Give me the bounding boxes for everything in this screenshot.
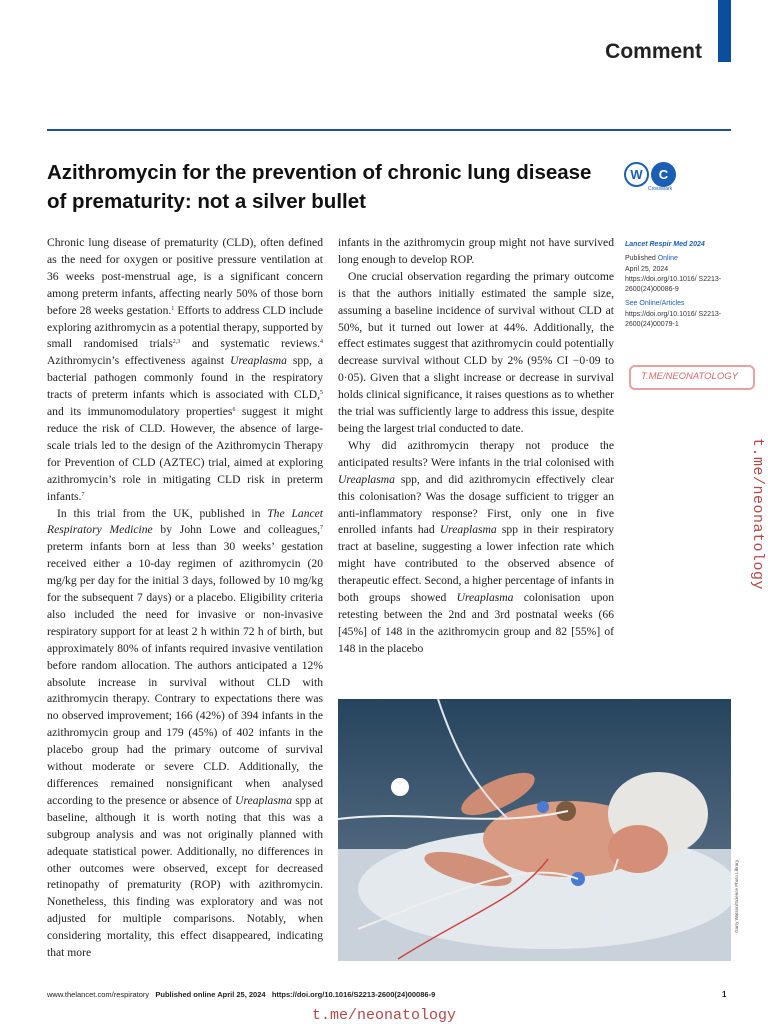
article-sidebar: Lancet Respir Med 2024 Published Online April 25, 2024 https://doi.org/10.1016/ S2213-2600(24)00086-9 See Online/Articles https://doi.org/10.1016/ S2213-2600(24)00079-1 [625, 240, 735, 334]
body-column-2 [338, 235, 614, 658]
section-color-bar [718, 0, 731, 62]
premature-infant-photo [338, 699, 731, 961]
reference-marker[interactable]: 7 [320, 525, 323, 532]
related-doi-link[interactable]: https://doi.org/10.1016/ S2213-2600(24)00079-1 [625, 310, 722, 329]
section-label: Comment [605, 40, 702, 63]
footer-site-link[interactable]: www.thelancet.com/respiratory [47, 990, 150, 999]
header-rule [47, 129, 731, 131]
paragraph: Why did azithromycin therapy not produce the anticipated results? Were infants in the trial colonised with Ureaplasma spp, and did azithromycin effectively clear this colonisation? Was the dosage sufficient to trigger an anti-inflammatory response? First, only one in five enrolled infants had Ureaplasma spp in their respiratory tract at baseline, suggesting a lower infection rate which might have contributed to the observed absence of therapeutic effect. Second, a higher percentage of infants in both groups showed Ureaplasma colonisation upon retesting between the 2nd and 3rd postnatal weeks (66 [45%] of 148 in the azithromycin group and 82 [55%] of 148 in the placebo [338, 438, 614, 655]
vertical-watermark: t.me/neonatology [749, 438, 766, 591]
online-link[interactable]: Online [657, 255, 678, 263]
paragraph: One crucial observation regarding the primary outcome is that the authors initially estimated the sample size, assuming a baseline incidence of survival without CLD at 50%, but it turned out lower at 44%. Additionally, the effect estimates suggest that azithromycin could potentially decrease survival without CLD by 2% (95% CI −0·09 to 0·05). Given that a slight increase or decrease in survival holds clinical significance, it raises questions as to whether the trial was sufficiently large to address this issue, despite being the largest trial conducted to date. [338, 269, 614, 435]
paragraph: infants in the azithromycin group might not have survived long enough to develop ROP. [338, 236, 614, 266]
article-photo [338, 699, 731, 961]
paragraph: In this trial from the UK, published in The Lancet Respiratory Medicine by John Lowe and colleagues,$^7$ preterm infants born at less than 30 weeks’ gestation received either a 10-day regimen of azithromycin (20 mg/kg per day for the initial 3 days, followed by 10 mg/kg for the subsequent 7 days) or a placebo. Eligibility criteria also included the need for invasive or non-invasive respiratory support for at least 2 h within 72 h of birth, but approximately 80% of infants required invasive ventilation before random allocation. The authors anticipated a 12% absolute increase in survival without CLD with azithromycin therapy. Contrary to expectations there was no observed improvement; 166 (42%) of 394 infants in the azithromycin group and 179 (45%) of 402 infants in the placebo group had the primary outcome of survival without moderate or severe CLD. Additionally, the differences remained nonsignificant when analysed according to the presence or absence of Ureaplasma spp at baseline, although it is worth noting that this was a subgroup analysis and was not originally planned with adequate statistical power. Additionally, no differences in other outcomes were observed, except for decreased retinopathy of prematurity (ROP) with azithromycin. Nonetheless, this finding was exploratory and was not adjusted for multiple comparisons. Notably, when considering mortality, this effect disappeared, indicating that more [47, 506, 324, 960]
reference-marker[interactable]: 6 [232, 407, 236, 414]
footer-doi-link[interactable]: https://doi.org/10.1016/S2213-2600(24)00086-9 [271, 990, 436, 999]
publish-date: April 25, 2024 [625, 265, 669, 273]
article-title: Azithromycin for the prevention of chronic lung disease of prematurity: not a silver bullet [47, 161, 592, 213]
body-column-1 [47, 235, 323, 962]
reference-marker[interactable]: 4 [320, 339, 323, 346]
doi-link[interactable]: https://doi.org/10.1016/ S2213-2600(24)00086-9 [625, 275, 722, 294]
photo-credit: Garry Watson/Science Photo Library [734, 860, 739, 933]
crossmark-icon[interactable]: C [651, 162, 676, 187]
page-footer [47, 990, 435, 999]
reference-marker[interactable]: 7 [81, 491, 85, 498]
reference-marker[interactable]: 2,3 [172, 339, 181, 346]
footer-published: Published online April 25, 2024 [155, 990, 266, 999]
page-number: 1 [722, 990, 727, 999]
paragraph: Chronic lung disease of prematurity (CLD), often defined as the need for oxygen or positive pressure ventilation at 36 weeks post-menstrual age, is a significant concern among preterm infants, affecting nearly 50% of those born before 28 weeks gestation.$^1$ Efforts to address CLD include exploring azithromycin as a potential therapy, supported by small randomised trials$^{2,3}$ and systematic reviews.$^4$ Azithromycin’s effectiveness against Ureaplasma spp, a bacterial pathogen commonly found in the respiratory tracts of preterm infants which is associated with CLD,$^5$ and its immunomodulatory properties$^6$ suggest it might reduce the risk of CLD. However, the absence of large-scale trials led to the design of the Azithromycin Therapy for Prevention of CLD (AZTEC) trial, aimed at exploring azithromycin’s role in mitigating CLD risk in preterm infants.$^7$ [47, 236, 323, 503]
open-access-icon[interactable]: W [624, 162, 649, 187]
reference-marker[interactable]: 1 [171, 305, 175, 312]
crossmark-label: CrossMark [648, 186, 673, 192]
bottom-watermark: t.me/neonatology [311, 1007, 457, 1024]
watermark-stamp: T.ME/NEONATOLOGY [629, 365, 755, 390]
online-articles-link[interactable]: Online/Articles [639, 300, 685, 308]
reference-marker[interactable]: 5 [320, 390, 323, 397]
badges [624, 162, 684, 194]
journal-citation: Lancet Respir Med 2024 [625, 241, 705, 248]
